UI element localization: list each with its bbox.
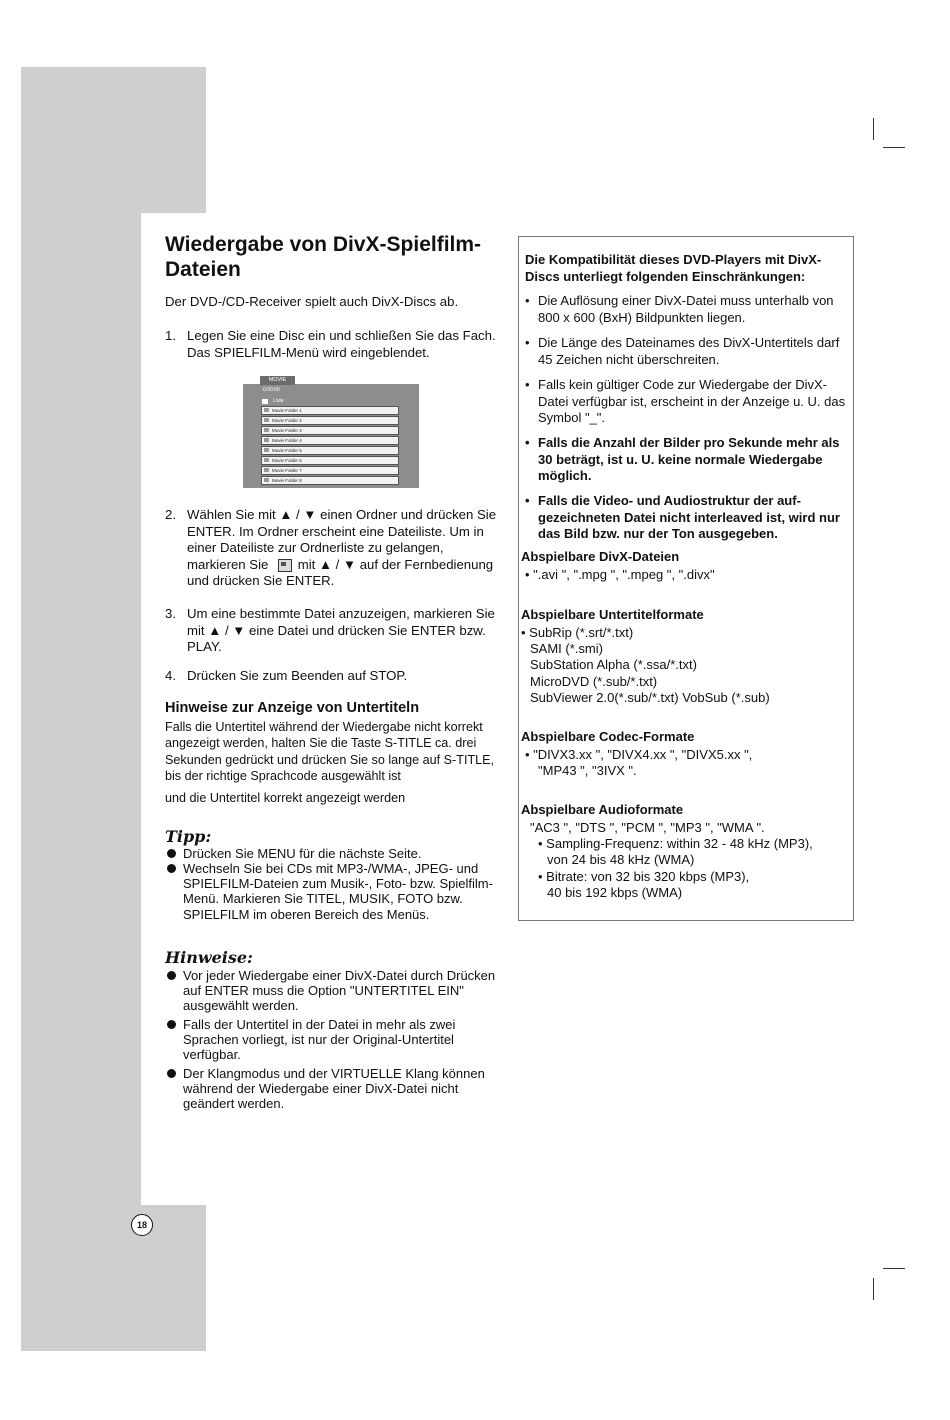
page-number: 18 [131, 1214, 153, 1236]
menu-list-label: Liste [273, 398, 284, 404]
divx-files-text: • ".avi ", ".mpg ", ".mpeg ", ".divx" [525, 567, 715, 582]
codec-format-line: "MP43 ", "3IVX ". [538, 763, 637, 778]
step-number: 4. [165, 668, 176, 683]
list-item: Movie Folder 7 [261, 466, 399, 475]
hinweise-item-text: Der Klangmodus und der VIRTUELLE Klang können während der Wiedergabe einer DivX-Datei nicht geändert werden. [183, 1066, 485, 1112]
menu-folder-list [261, 406, 399, 486]
audio-format-line: • Bitrate: von 32 bis 320 kbps (MP3), [538, 869, 750, 884]
folder-up-icon [278, 559, 292, 572]
crop-mark [883, 1268, 905, 1269]
codec-formats-heading: Abspielbare Codec-Formate [521, 729, 695, 744]
margin-bar [21, 67, 141, 1351]
step-number: 3. [165, 606, 176, 621]
menu-tab: MOVIE [260, 376, 295, 385]
subtitle-format-line: SubStation Alpha (*.ssa/*.txt) [530, 657, 697, 672]
box-bullet [525, 293, 850, 326]
audio-format-line: "AC3 ", "DTS ", "PCM ", "MP3 ", "WMA ". [530, 820, 765, 835]
divx-files-heading: Abspielbare DivX-Dateien [521, 549, 680, 564]
step-text: Legen Sie eine Disc ein und schließen Sie das Fach. Das SPIELFILM-Menü wird eingeblendet. [187, 328, 496, 360]
top-gray-block [141, 67, 206, 213]
subtitle-format-line: SAMI (*.smi) [530, 641, 603, 656]
list-item: Movie Folder 1 [261, 406, 399, 415]
folder-icon [262, 399, 268, 404]
tipp-item [165, 846, 505, 861]
audio-formats-heading: Abspielbare Audioformate [521, 802, 684, 817]
bullet-icon: • [525, 293, 530, 308]
hinweise-item [165, 968, 505, 1014]
subtitle-formats-heading: Abspielbare Untertitelformate [521, 607, 704, 622]
box-bullet-text: Falls die Video- und Audiostruktur der auf-gezeichneten Datei nicht interleaved ist, wird nur das Bild bzw. nur der Ton ausgegeben. [538, 493, 840, 542]
crop-mark [873, 1278, 874, 1300]
box-bullet-text: Die Auflösung einer DivX-Datei muss unterhalb von 800 x 600 (BxH) Bildpunkten liegen. [538, 293, 834, 325]
list-item: Movie Folder 6 [261, 456, 399, 465]
box-bullet-text: Die Länge des Dateinames des DivX-Untertitels darf 45 Zeichen nicht überschreiten. [538, 335, 840, 367]
tipp-item-text: Wechseln Sie bei CDs mit MP3-/WMA-, JPEG- und SPIELFILM-Dateien zum Musik-, Foto- bzw. Spielfilm-Menü. Markieren Sie TITEL, MUSIK, FOTO bzw. SPIELFILM im oberen Bereich des Menüs. [183, 861, 493, 922]
step-number: 1. [165, 328, 176, 343]
subtitle-notes-text-2: und die Untertitel korrekt angezeigt werden [165, 791, 406, 805]
step-3 [165, 606, 505, 656]
box-bullet [525, 493, 850, 543]
box-bullet [525, 435, 850, 485]
step-1 [165, 328, 505, 361]
list-item: Movie Folder 2 [261, 416, 399, 425]
step-text [187, 507, 505, 590]
tipp-heading: Tipp: [165, 827, 212, 846]
bullet-icon [167, 864, 176, 873]
list-item: Movie Folder 4 [261, 436, 399, 445]
hinweise-item [165, 1066, 505, 1112]
box-bullet [525, 335, 850, 368]
bullet-icon: • [525, 435, 530, 450]
step-4 [165, 668, 505, 685]
step-text: Drücken Sie zum Beenden auf STOP. [187, 668, 408, 683]
list-item: Movie Folder 5 [261, 446, 399, 455]
subtitle-format-line: SubViewer 2.0(*.sub/*.txt) VobSub (*.sub) [530, 690, 770, 705]
step-text: Um eine bestimmte Datei anzuzeigen, markieren Sie mit ▲ / ▼ eine Datei und drücken Sie ENTER bzw. PLAY. [187, 606, 495, 654]
movie-menu-screenshot [243, 377, 419, 488]
bullet-icon [167, 971, 176, 980]
box-heading: Die Kompatibilität dieses DVD-Players mit DivX-Discs unterliegt folgenden Einschränkungen: [525, 252, 822, 284]
hinweise-item-text: Falls der Untertitel in der Datei in mehr als zwei Sprachen vorliegt, ist nur der Original-Untertitel verfügbar. [183, 1017, 456, 1063]
subtitle-notes-heading: Hinweise zur Anzeige von Untertiteln [165, 700, 420, 716]
step-text-a: Wählen Sie mit ▲ / ▼ einen Ordner und drücken Sie ENTER. Im Ordner erscheint eine Dateiliste. Um in einer Dateiliste zur Ordnerliste zu gelangen, markieren Sie [187, 507, 497, 572]
box-bullet-text: Falls die Anzahl der Bilder pro Sekunde mehr als 30 beträgt, ist u. U. keine normale Wiedergabe möglich. [538, 435, 840, 484]
bullet-icon: • [525, 377, 530, 392]
box-bullet-text: Falls kein gültiger Code zur Wiedergabe der DivX-Datei verfügbar ist, erscheint in der Anzeige u. U. das Symbol "_". [538, 377, 846, 426]
subtitle-format-line: MicroDVD (*.sub/*.txt) [530, 674, 658, 689]
tipp-item [165, 861, 505, 922]
subtitle-format-line: • SubRip (*.srt/*.txt) [521, 625, 634, 640]
list-item: Movie Folder 3 [261, 426, 399, 435]
bullet-icon [167, 1020, 176, 1029]
crop-mark [883, 147, 905, 148]
step-2 [165, 507, 505, 590]
scroll-down-icon: ▼ [393, 468, 398, 474]
menu-time: 0:00:00 [263, 387, 280, 393]
bullet-icon: • [525, 335, 530, 350]
crop-mark [873, 118, 874, 140]
hinweise-item-text: Vor jeder Wiedergabe einer DivX-Datei durch Drücken auf ENTER muss die Option "UNTERTITEL EIN" ausgewählt werden. [183, 968, 496, 1014]
list-item: Movie Folder 8 [261, 476, 399, 485]
box-bullet [525, 377, 850, 427]
audio-format-line: • Sampling-Frequenz: within 32 - 48 kHz (MP3), [538, 836, 813, 851]
bullet-icon [167, 1069, 176, 1078]
hinweise-heading: Hinweise: [165, 948, 253, 967]
codec-format-line: • "DIVX3.xx ", "DIVX4.xx ", "DIVX5.xx ", [525, 747, 753, 762]
page-title: Wiedergabe von DivX-Spielfilm-Dateien [165, 233, 482, 281]
bullet-icon: • [525, 493, 530, 508]
step-text-b: mit ▲ / ▼ auf der Fernbedienung und drücken Sie ENTER. [187, 556, 494, 588]
hinweise-item [165, 1017, 505, 1063]
audio-format-line: von 24 bis 48 kHz (WMA) [547, 852, 695, 867]
step-number: 2. [165, 507, 176, 522]
tipp-item-text: Drücken Sie MENU für die nächste Seite. [183, 846, 422, 861]
intro-text: Der DVD-/CD-Receiver spielt auch DivX-Discs ab. [165, 294, 459, 309]
audio-format-line: 40 bis 192 kbps (WMA) [547, 885, 683, 900]
subtitle-notes-text: Falls die Untertitel während der Wiedergabe nicht korrekt angezeigt werden, halten Sie die Taste S-TITLE ca. drei Sekunden gedrückt und drücken Sie so lange auf S-TITLE, bis der richtige Sprachcode ausgewählt ist [165, 720, 495, 783]
bullet-icon [167, 849, 176, 858]
